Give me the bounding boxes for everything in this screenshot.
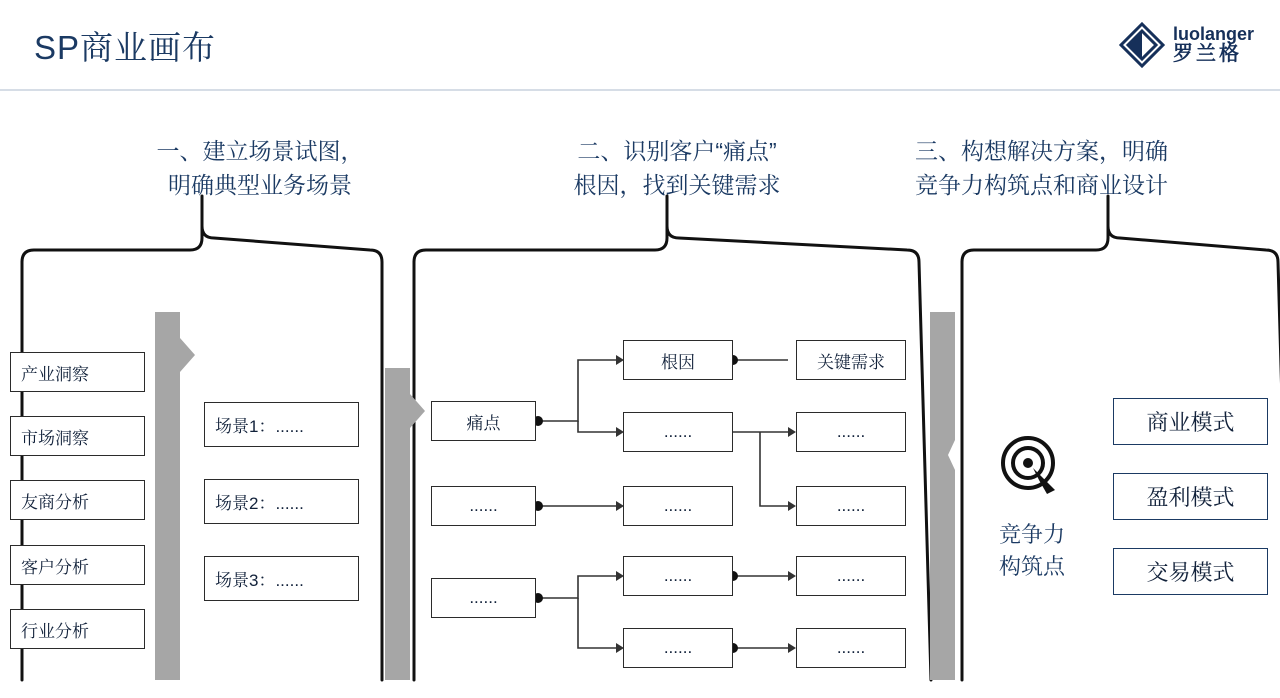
logo-text-en: luolanger [1172,24,1254,45]
analysis-box-label: 产业洞察 [21,364,89,384]
root-cause-label: ...... [663,566,693,585]
root-cause-box [623,412,733,452]
key-need-box [796,486,906,526]
header-divider [0,89,1280,91]
analysis-box [10,480,145,520]
root-cause-label: ...... [663,422,693,441]
analysis-box-label: 友商分析 [21,492,89,512]
slide-header [0,0,1280,90]
model-box-label: 盈利模式 [1146,485,1235,510]
analysis-box-label: 客户分析 [21,557,89,577]
logo-text-cn: 罗兰格 [1172,42,1242,65]
competitiveness-label: 竞争力 构筑点 [998,522,1065,579]
section-title-2: 二、识别客户“痛点” 根因，找到关键需求 [573,138,781,198]
root-cause-label: ...... [663,638,693,657]
key-need-label: ...... [836,422,866,441]
key-need-box [796,556,906,596]
scene-box [204,479,359,524]
model-box-label: 商业模式 [1146,410,1235,435]
scene-box [204,402,359,447]
scene-box-label: 场景3：...... [215,571,304,590]
pain-point-label: ...... [469,496,498,515]
root-cause-box [623,486,733,526]
logo-diamond-icon [1119,22,1165,68]
section-title-3: 三、构想解决方案，明确 竞争力构筑点和商业设计 [915,138,1168,198]
target-icon [995,432,1067,504]
page-title: SP商业画布 [34,29,217,66]
analysis-box [10,545,145,585]
analysis-box [10,416,145,456]
root-cause-label: ...... [663,496,693,515]
key-need-label: ...... [836,566,866,585]
analysis-box [10,609,145,649]
root-cause-box [623,340,733,380]
model-box [1113,398,1268,445]
model-box-label: 交易模式 [1146,560,1235,585]
root-cause-box [623,628,733,668]
section-title-1: 一、建立场景试图， 明确典型业务场景 [156,138,364,198]
root-cause-box [623,556,733,596]
scene-box-label: 场景1：...... [215,417,304,436]
key-need-box [796,340,906,380]
analysis-box [10,352,145,392]
key-need-label: 关键需求 [817,352,885,372]
key-need-box [796,412,906,452]
logo-wordmark [1173,25,1254,65]
model-box [1113,473,1268,520]
root-cause-label: 根因 [661,352,695,372]
key-need-label: ...... [836,496,866,515]
analysis-box-label: 市场洞察 [21,428,89,448]
pain-point-label: ...... [469,588,498,607]
key-need-box [796,628,906,668]
pain-point-box [431,401,536,441]
pain-point-label: 痛点 [466,413,501,433]
key-need-label: ...... [836,638,866,657]
scene-box [204,556,359,601]
brand-logo [1119,16,1254,74]
analysis-box-label: 行业分析 [21,621,89,641]
pain-point-box [431,578,536,618]
pain-point-box [431,486,536,526]
model-box [1113,548,1268,595]
scene-box-label: 场景2：...... [215,494,304,513]
